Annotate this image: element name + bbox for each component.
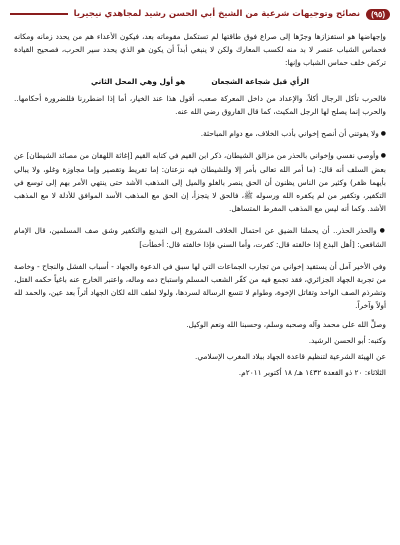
bullet-icon (379, 151, 386, 160)
header-title: نصائح وتوجيهات شرعية من الشيخ أبي الحسن رشيد لمجاهدي نيجيريا (73, 9, 361, 19)
page-header (10, 6, 390, 22)
signature: وكتبه: أبو الحسن الرشيد. (308, 335, 386, 345)
closing-prayer: وصلِّ الله على محمد وآله وصحبه وسلم، وحسبنا الله ونعم الوكيل. (186, 319, 386, 329)
header-divider (10, 13, 68, 15)
date-line: الثلاثاء: ٢٠ ذو القعدة ١٤٣٢ هـ/ ١٨ أكتوبر ٢٠١١م. (238, 368, 386, 378)
page-number-badge: (٩٥) (366, 9, 390, 20)
paragraph-1: وإجهاضها هو استفزازها وجرّها إلى صراع فوق طاقتها لم تستكمل مقوماته بعد، فيكون الأعداء هم من يحدد زمانه ومكانه فحماس الشباب عنصر لا بد منه لكسب المعارك ولكن لا ينبغي أبداً أن يكون هو الذي يحدد سير الحرب، فصحيح القيادة تركض خلف حماس الشباب وإنها: (14, 32, 386, 68)
document-body (14, 30, 386, 539)
paragraph-5 (14, 224, 386, 250)
poem-second-hemistich: هو أول وهي المحل الثاني (90, 76, 186, 86)
poem-verse (14, 75, 386, 88)
bullet-icon (379, 129, 386, 138)
paragraph-6: وفي الأخير آمل أن يستفيد إخواني من تجارب الجماعات التي لها سبق في الدعوة والجهاد - أسباب الفشل والنجاح - وخاصة من تجربة الجهاد الجزائري، فقد تجمع فيه من كفّر الشعب المسلم واستباح دمه وماله، واعتبر الخارج عنه باغياً حكمه القتل، وتشرذم الصف الواحد وتقاتل الإخوة، وطوام لا تتسع الرسالة لسردها، ولولا لطف الله لكان الجهاد أثراً بعد عين، والحمد لله أولاً وآخراً. (14, 261, 386, 311)
paragraph-4-text: وأوصي نفسي وإخواني بالحذر من مزالق الشيطان، ذكر ابن القيم في كتابه القيم [إغاثة اللهفان من مصائد الشيطان] عن بعض السلف أنه قال: (ما أمر الله تعالى بأمر إلا وللشيطان فيه نزعتان: إما تفريط وتقصير وإما مجاوزة وغلو، ولا يبالي بأيهما ظفر) وكثير من الناس يظنون أن الحق ينصر بالغلو والميل إلى المذهب الأشد حتى ينتهي الأمر بهم إلى توسع في التكفير، وتكفير من لم يكفره الله ورسوله ﷺ، فالحق لا يتجزأ، إن الحق مع المذهب الأسد الموافق للأدلة لا مع المذهب الأشد. وكما أنه ليس مع المذهب المفرط المتساهل. (14, 151, 386, 214)
poem-first-hemistich: الرأي قبل شجاعة الشجعان (211, 76, 310, 86)
paragraph-3 (14, 127, 386, 140)
organization: عن الهيئة الشرعية لتنظيم قاعدة الجهاد ببلاد المغرب الإسلامي. (195, 352, 386, 362)
paragraph-4 (14, 149, 386, 215)
bullet-icon (377, 226, 386, 235)
paragraph-5-text: والحذر الحذر.. أن يحملنا الضيق عن احتمال الخلاف المشروع إلى التبديع والتكفير وشق صف المسلمين، قال الإمام الشافعي: [أهل البدع إذا خالفته قال: كفرت، وأما السني فإذا خالفته قال: أخطأت] (14, 226, 386, 249)
paragraph-2: فالحرب تأكل الرجال أكلاً، والإعداد من داخل المعركة صعب، أقول هذا عند الخيار، أما إذا اضطررنا فللضرورة أحكامها.. والحرب إنما يصلح لها الرجل المكيث، كما قال الفاروق رضي الله عنه. (14, 93, 386, 117)
paragraph-3-text: ولا يفوتني أن أنصح إخواني بأدب الخلاف، مع دوام المباحثة. (200, 129, 379, 139)
